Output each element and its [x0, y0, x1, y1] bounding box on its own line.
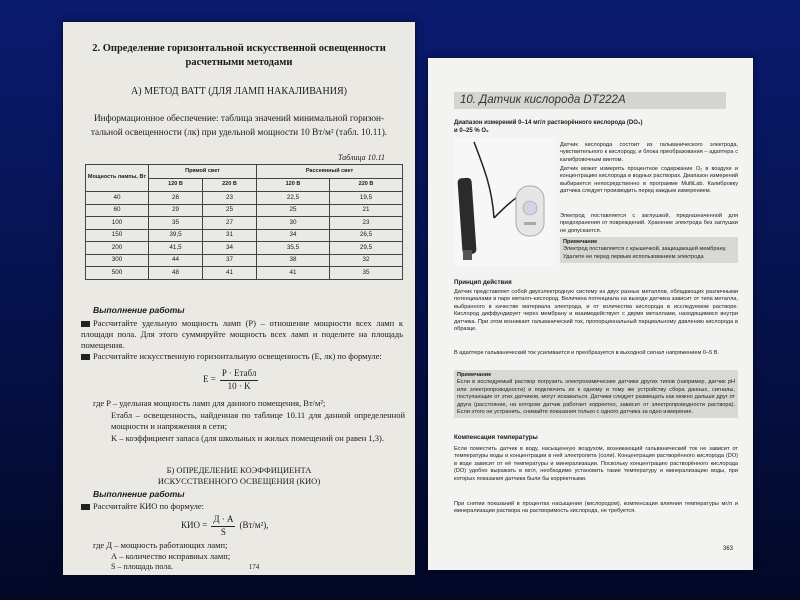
table-cell: 22,5 [256, 192, 329, 205]
table-cell: 39,5 [149, 229, 203, 242]
where-4: где Д – мощность работающих ламп; [93, 540, 228, 550]
table-cell: 35 [149, 217, 203, 230]
step-1 [81, 318, 403, 351]
temperature-text-2: При снятии показаний в процентах насыщения (кислородом), компенсация влияния температуры мг/л и минерализации раствора на растворимость кислорода, не требуется. [454, 501, 738, 515]
sensor-title: 10. Датчик кислорода DT222A [460, 94, 626, 106]
bullet-square-icon [81, 321, 90, 327]
work-heading: Выполнение работы [93, 305, 185, 315]
where-3: K – коэффициент запаса (для школьных и жилых помещений он равен 1,3). [111, 433, 384, 443]
principle-text-2: В адаптере гальванический ток усиливается и преобразуется в выходной сигнал напряжением 0–5 В. [454, 350, 720, 356]
table-cell: 200 [86, 242, 149, 255]
formula-kio-numerator: Д · А [211, 514, 235, 527]
table-row [86, 254, 403, 267]
table-cell: 25 [256, 204, 329, 217]
note-2-text: Если в исследуемый раствор погрузить электрохимические датчики других типов (например, датчик pH или электропроводности) и подключить их к одному и тому же устройству сбора данных, сигналы, поступающие от этих датчиков, могут искажаться. Датчики следует размещать как можно дальше друг от друга (расстояние, на котором датчик работает корректно, зависит от электропроводности раствора). Если этого не устранить, снимайте показания только с одного датчика за одно измерение. [457, 379, 735, 415]
table-head-direct: Прямой свет [149, 165, 257, 179]
formula-e-denominator: 10 · K [227, 380, 251, 391]
where-5: А – количество исправных ламп; [111, 551, 231, 561]
table-cell: 41 [256, 267, 329, 280]
principle-text-1: Датчик представляет собой двухэлектродную систему из двух разных металлов, обладающих различными потенциалами в паре металл–кислород. Величина потенциала на выходе датчика зависит от типа металла, выбранного в качестве материала электрода, и от количества кислорода в исследуемом растворе. Кислород диффундирует через мембрану и взаимодействует с двумя металлами, находящимися внутри датчика. При этом возникает гальванический ток, пропорциональный парциальному давлению кислорода в образце. [454, 289, 738, 332]
table-head-voltage: 120 В [149, 178, 203, 192]
table-cell: 23 [329, 217, 402, 230]
table-head-voltage: 220 В [202, 178, 256, 192]
work-heading-2: Выполнение работы [93, 489, 185, 499]
table-cell: 27 [202, 217, 256, 230]
table-cell: 300 [86, 254, 149, 267]
step-2 [81, 351, 403, 362]
table-cell: 38 [256, 254, 329, 267]
range-line1: Диапазон измерений 0–14 мг/л растворённого кислорода (DO₂) [454, 120, 643, 126]
right-page-number: 363 [722, 546, 733, 552]
info-line2: тальной освещенности (лк) при удельной мощности 10 Вт/м² (табл. 10.11). [90, 128, 388, 138]
table-cell: 23 [202, 192, 256, 205]
table-row [86, 242, 403, 255]
where-6: S – площадь пола. [111, 562, 173, 571]
bullet-square-icon [81, 504, 90, 510]
temperature-text-1: Если поместить датчик в воду, насыщенную воздухом, возникающий гальванический ток не зависит от температуры воды и концентрации в ней электролита (соли). Концентрация растворённого кислорода (DO) в воде зависит от её температуры и минерализации. Поскольку концентрацию растворённого кислорода (DO) удобно выражать в мг/л, необходимо установить такие температуру и минерализацию воды, при которых показания датчика были бы корректными. [454, 446, 738, 482]
step-1-text: Рассчитайте удельную мощность ламп (P) – отношение мощности всех ламп к площади пола. Для этого суммируйте мощность всех ламп и поделите на площадь помещения. [81, 318, 403, 350]
illuminance-table [85, 164, 403, 280]
where-1: где P – удельная мощность ламп для данного помещения, Вт/м²; [93, 398, 326, 408]
desc-2: Датчик может измерять процентное содержание O₂ в воздухе и концентрацию кислорода в водных растворах. Диапазон измерений выбирается непосредственно в программе MultiLab. Калибровку датчика следует производить перед каждым измерением. [560, 166, 738, 195]
step-3-text: Рассчитайте КИО по формуле: [93, 501, 204, 511]
formula-kio-unit: (Вт/м²), [239, 520, 269, 531]
table-cell: 26,5 [329, 229, 402, 242]
table-cell: 48 [149, 267, 203, 280]
table-cell: 40 [86, 192, 149, 205]
table-row [86, 229, 403, 242]
formula-kio-lhs: КИО = [181, 520, 208, 531]
formula-e-fraction [220, 368, 259, 392]
subsection-a-title: А) МЕТОД ВАТТ (ДЛЯ ЛАМП НАКАЛИВАНИЯ) [131, 86, 347, 97]
formula-kio-fraction [211, 514, 235, 538]
table-cell: 19,5 [329, 192, 402, 205]
table-cell: 34 [256, 229, 329, 242]
table-head-power: Мощность лампы, Вт [86, 165, 149, 192]
step-3 [81, 501, 403, 512]
table-cell: 41 [202, 267, 256, 280]
left-page-number: 174 [248, 563, 260, 571]
table-cell: 29,5 [329, 242, 402, 255]
desc-3: Электрод поставляется с заглушкой, предназначенной для предохранения от повреждений. Хранение электрода без заглушки не допускается. [560, 213, 738, 234]
table-row [86, 267, 403, 280]
note-box-2 [454, 370, 738, 418]
table-head-diffuse: Рассеянный свет [256, 165, 402, 179]
formula-e-numerator: P · Eтабл [220, 368, 259, 381]
table-cell: 32 [329, 254, 402, 267]
table-cell: 44 [149, 254, 203, 267]
info-line1: Информационное обеспечение: таблица значений минимальной горизон- [93, 114, 385, 124]
table-caption: Таблица 10.11 [338, 153, 385, 162]
subsection-b-title-line1: Б) ОПРЕДЕЛЕНИЕ КОЭФФИЦИЕНТА [166, 465, 312, 475]
formula-e-lhs: E = [203, 374, 216, 385]
formula-kio-denominator: S [220, 526, 226, 537]
table-row [86, 192, 403, 205]
table-row [86, 217, 403, 230]
table-cell: 41,5 [149, 242, 203, 255]
table-cell: 500 [86, 267, 149, 280]
table-cell: 35 [329, 267, 402, 280]
table-head-voltage: 120 В [256, 178, 329, 192]
table-cell: 37 [202, 254, 256, 267]
formula-e [203, 367, 258, 393]
subsection-b-title-line2: ИСКУССТВЕННОГО ОСВЕЩЕНИЯ (КИО) [157, 476, 321, 486]
table-cell: 31 [202, 229, 256, 242]
table-row [86, 204, 403, 217]
bullet-square-icon [81, 354, 90, 360]
oxygen-sensor-icon [454, 138, 556, 266]
where-2: Eтабл – освещенность, найденная по таблице 10.11 для данной определенной мощности и напряжения в сети; [111, 410, 405, 431]
table-cell: 34 [202, 242, 256, 255]
principle-heading: Принцип действия [454, 279, 512, 286]
table-cell: 29 [149, 204, 203, 217]
table-cell: 35,5 [256, 242, 329, 255]
range-line2: и 0–25 % O₂ [454, 128, 489, 134]
note-box-1 [560, 237, 738, 263]
left-book-page [63, 22, 415, 575]
table-cell: 100 [86, 217, 149, 230]
note-1-text: Электрод поставляется с крышечкой, защищающей мембрану. Удалите ее перед первым использованием электрода [563, 246, 727, 260]
section-title-line2: расчетными методами [185, 57, 293, 68]
table-cell: 25 [202, 204, 256, 217]
formula-kio [181, 513, 269, 539]
desc-1: Датчик кислорода состоит из гальванического электрода, чувствительного к кислороду, и блока преобразования – адаптера с калибровочным винтом. [560, 142, 738, 163]
table-cell: 21 [329, 204, 402, 217]
temperature-heading: Компенсация температуры [454, 434, 538, 441]
right-book-page [428, 58, 753, 570]
table-cell: 150 [86, 229, 149, 242]
section-title-line1: 2. Определение горизонтальной искусственной освещенности [92, 43, 386, 54]
note-2-title: Примечание [457, 372, 492, 378]
step-2-text: Рассчитайте искусственную горизонтальную освещенность (E, лк) по формуле: [93, 351, 382, 361]
note-1-title: Примечание [563, 239, 598, 245]
table-cell: 60 [86, 204, 149, 217]
table-cell: 26 [149, 192, 203, 205]
oxygen-sensor-photo [454, 138, 556, 266]
table-cell: 30 [256, 217, 329, 230]
table-head-voltage: 220 В [329, 178, 402, 192]
